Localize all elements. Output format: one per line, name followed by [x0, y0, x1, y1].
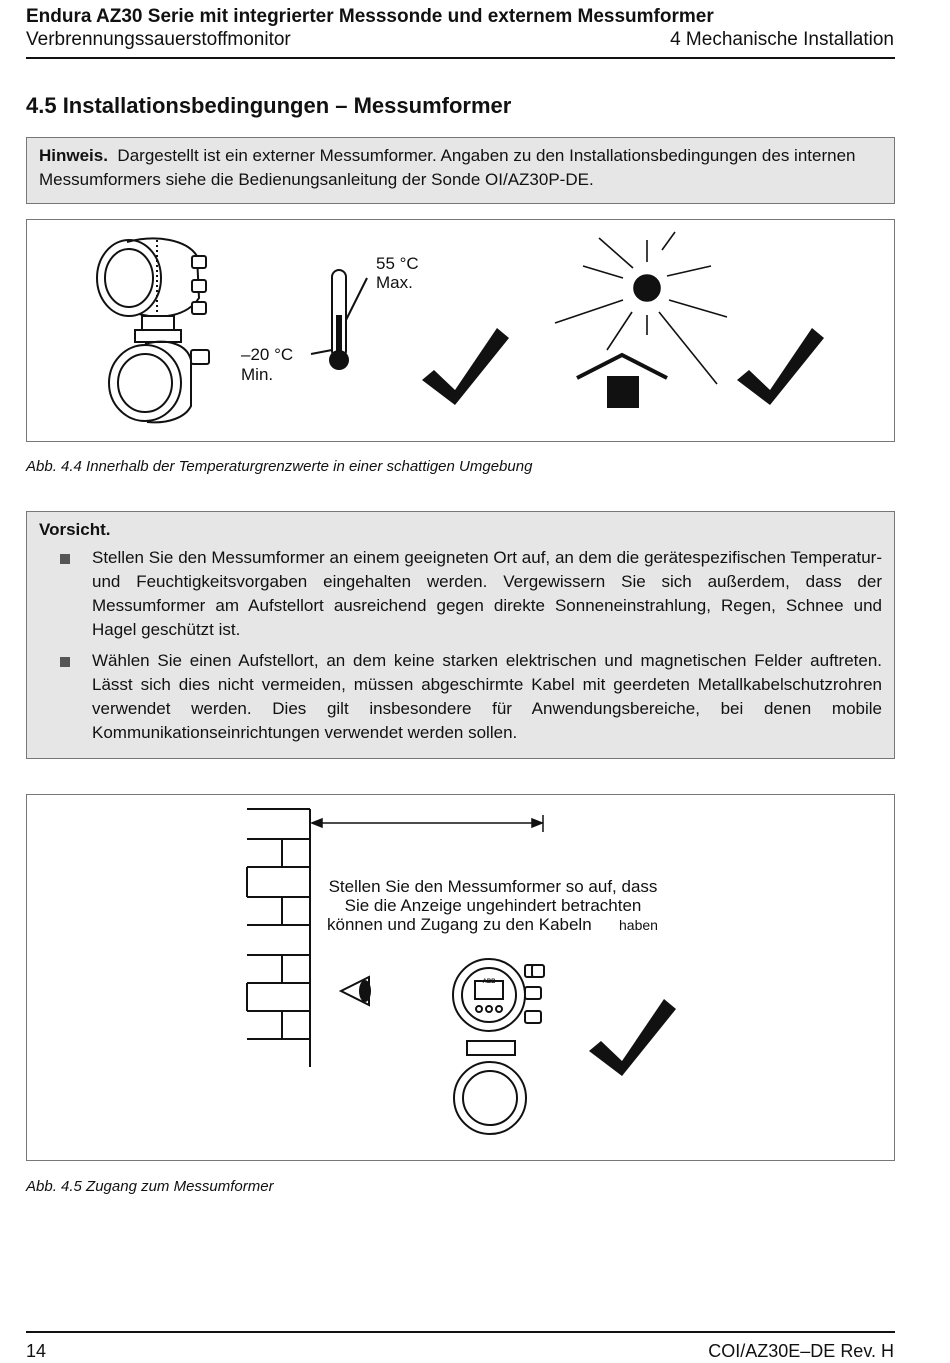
document-title: Endura AZ30 Serie mit integrierter Messsonde und externem Messumformer	[26, 6, 714, 27]
figure-temperature-shade-illustration	[27, 220, 894, 441]
transmitter-illustration	[97, 238, 209, 422]
temp-max-label: Max.	[376, 273, 413, 292]
page-number: 14	[26, 1341, 47, 1361]
figure-4-5-caption: Abb. 4.5 Zugang zum Messumformer	[26, 1178, 274, 1195]
document-id: COI/AZ30E–DE Rev. H	[708, 1341, 894, 1361]
checkmark-icon	[422, 328, 509, 405]
checkmark-icon	[589, 999, 676, 1076]
device-logo: ABB	[482, 979, 496, 985]
shelter-icon	[577, 355, 667, 408]
caution-item-text: Stellen Sie den Messumformer an einem geeigneten Ort auf, an dem die gerätespezifischen Temperatur- und Feuchtigkeitsvorgaben eingehalten werden. Vergewissern Sie sich außerdem, dass der Messumformer am Aufstellort ausreichend gegen direkte Sonneneinstrahlung, Regen, Schnee und Hagel geschützt ist.	[92, 548, 882, 639]
note-text: Dargestellt ist ein externer Messumformer. Angaben zu den Installationsbedingungen des internen Messumformers siehe die Bedienungsanleitung der Sonde OI/AZ30P-DE.	[39, 146, 856, 189]
distance-arrow	[312, 815, 543, 832]
section-title: 4.5 Installationsbedingungen – Messumformer	[26, 93, 512, 118]
temp-min-label: Min.	[241, 365, 274, 384]
figure-access	[26, 794, 895, 1161]
list-item	[39, 649, 882, 745]
footer-rule	[26, 1331, 895, 1333]
checkmark-icon	[737, 328, 824, 405]
wall-illustration	[247, 809, 310, 1067]
caution-box	[26, 511, 895, 759]
figure-4-4-caption: Abb. 4.4 Innerhalb der Temperaturgrenzwerte in einer schattigen Umgebung	[26, 458, 533, 475]
note-label: Hinweis.	[39, 146, 108, 165]
sun-icon	[555, 232, 727, 384]
bullet-square-icon	[60, 657, 70, 667]
figure2-text-line3: können und Zugang zu den Kabeln	[327, 915, 592, 934]
caution-item-text: Wählen Sie einen Aufstellort, an dem keine starken elektrischen und magnetischen Felder auftreten. Lässt sich dies nicht vermeiden, müssen abgeschirmte Kabel mit geerdeten Metallkabelschutzrohren verwendet werden. Dies gilt insbesondere für Anwendungsbereiche, bei denen mobile Kommunikationseinrichtungen verwendet werden sollen.	[92, 651, 882, 742]
figure2-text-line1: Stellen Sie den Messumformer so auf, dass	[328, 877, 658, 896]
header-rule	[26, 57, 895, 59]
figure-access-illustration	[27, 795, 894, 1160]
figure-temperature-shade	[26, 219, 895, 442]
thermometer-icon	[311, 270, 367, 370]
note-box	[26, 137, 895, 204]
figure2-text-line2: Sie die Anzeige ungehindert betrachten	[344, 896, 642, 915]
temp-max-value: 55 °C	[376, 254, 419, 273]
figure2-text-line3-small: haben	[619, 917, 658, 933]
temp-min-value: –20 °C	[241, 345, 294, 364]
eye-icon	[341, 977, 371, 1005]
bullet-square-icon	[60, 554, 70, 564]
caution-title: Vorsicht.	[39, 520, 111, 539]
chapter-heading: 4 Mechanische Installation	[670, 29, 894, 50]
list-item	[39, 546, 882, 642]
transmitter-front-illustration	[453, 959, 544, 1134]
caution-list	[39, 546, 882, 745]
document-subtitle: Verbrennungssauerstoffmonitor	[26, 29, 291, 50]
